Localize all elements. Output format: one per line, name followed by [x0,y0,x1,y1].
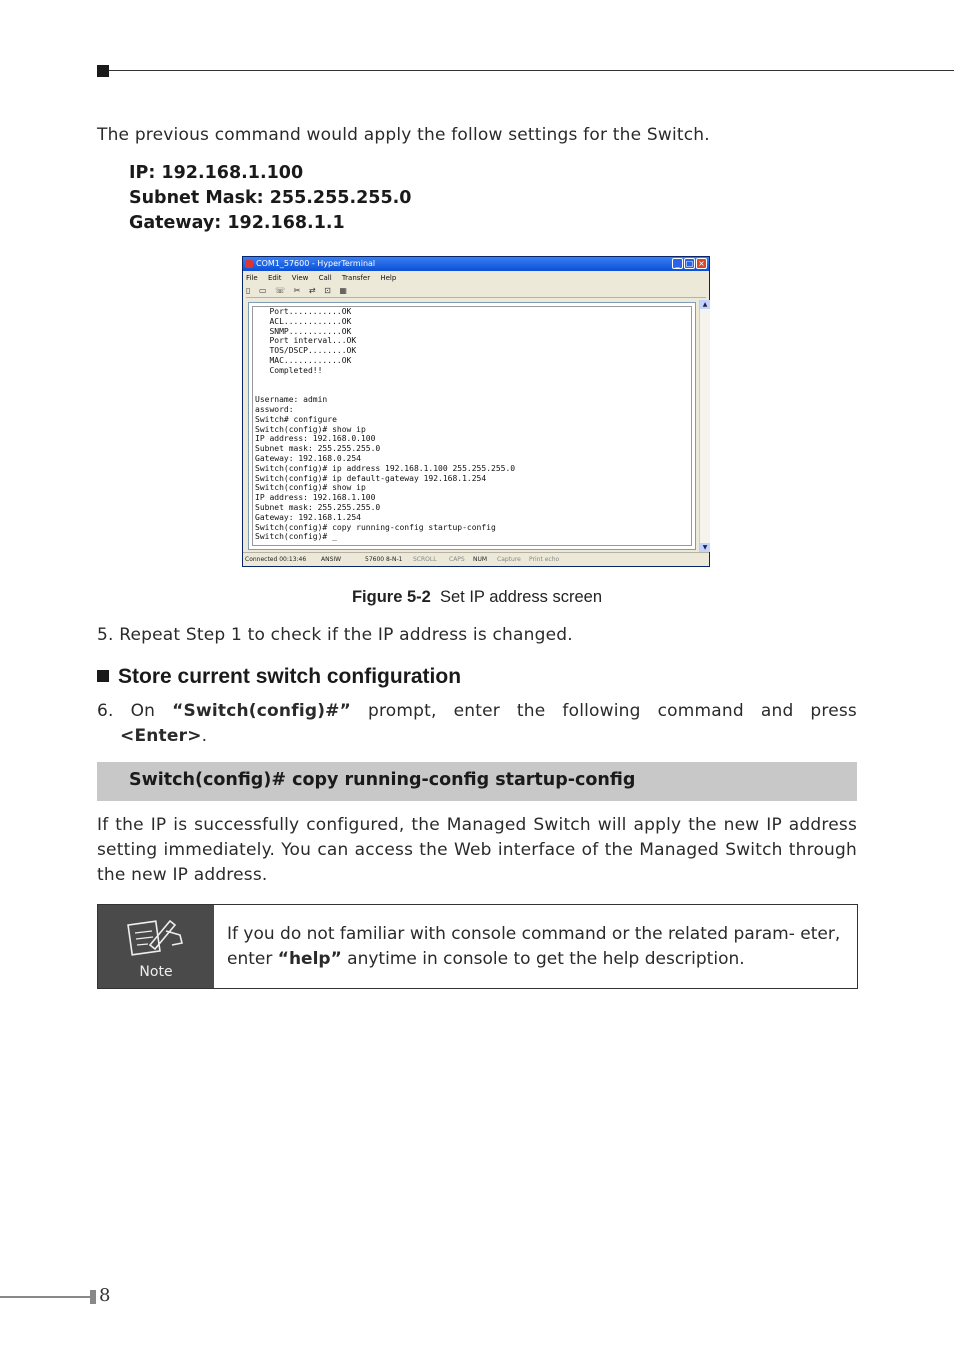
note-box [97,904,858,989]
terminal-line: Switch(config)# ip address 192.168.1.100 255.255.255.0 [255,463,516,473]
terminal-line: Switch(config)# _ [255,532,337,542]
phone-icon[interactable]: ☏ [275,286,286,295]
note-text-post: anytime in console to get the help description. [341,949,745,969]
properties-icon[interactable]: ▦ [339,286,347,295]
status-capture: Capture [497,556,521,563]
terminal-area[interactable] [248,302,696,550]
terminal-line: MAC............OK [255,355,352,365]
step-6-prompt: “Switch(config)#” [172,701,352,721]
status-scroll: SCROLL [413,556,437,563]
terminal-line: Subnet mask: 255.255.255.0 [255,444,381,454]
terminal-line: Switch# configure [255,414,337,424]
menu-view[interactable]: View [291,274,309,282]
setting-gateway: Gateway: 192.168.1.1 [129,213,345,233]
terminal-line: Subnet mask: 255.255.255.0 [255,502,381,512]
step-6-pre: 6. On [97,701,173,721]
bullet-square-icon [97,670,109,682]
window-statusbar [243,552,709,566]
window-title: COM1_57600 - HyperTerminal [256,259,376,268]
menu-edit[interactable]: Edit [267,274,282,282]
terminal-line: Switch(config)# copy running-config startup-config [255,522,496,532]
close-icon[interactable]: × [696,258,707,269]
disconnect-icon[interactable]: ✂ [293,286,301,295]
menu-help[interactable]: Help [380,274,397,282]
status-connected: Connected 00:13:46 [245,556,307,563]
step-5: 5. Repeat Step 1 to check if the IP address is changed. [97,625,573,645]
note-text [227,922,844,972]
terminal-line: TOS/DSCP........OK [255,346,357,356]
settings-list [129,161,411,236]
note-label: Note [139,964,173,980]
note-sidebar [98,905,214,988]
figure-text: Set IP address screen [439,588,603,606]
terminal-line: Port...........OK [255,307,352,316]
window-toolbar [246,285,706,298]
terminal-line [255,385,515,395]
figure-caption [0,588,954,607]
minimize-icon[interactable]: _ [672,258,683,269]
terminal-line: ACL............OK [255,316,352,326]
vertical-scrollbar[interactable] [699,300,710,552]
terminal-line: Port interval...OK [255,336,357,346]
setting-mask: Subnet Mask: 255.255.255.0 [129,188,412,208]
page-number: 8 [99,1285,111,1306]
terminal-line: SNMP...........OK [255,326,352,336]
step-6-line-2 [97,724,857,749]
window-titlebar [243,257,709,271]
note-keyword: “help” [277,949,342,969]
terminal-line: Switch(config)# show ip [255,483,366,493]
command-box [97,762,857,801]
terminal-line: IP address: 192.168.0.100 [255,434,376,444]
send-icon[interactable]: ⇄ [308,286,316,295]
footer-rule [0,1296,90,1298]
section-heading [97,665,461,689]
intro-text: The previous command would apply the follow settings for the Switch. [97,125,710,145]
command-text: Switch(config)# copy running-config startup-config [129,770,636,790]
note-text-pre: If you do not familiar with console command or the related param- eter, enter [227,924,841,969]
status-echo: Print echo [529,556,560,563]
header-rule [109,70,954,71]
terminal-line: Gateway: 192.168.0.254 [255,453,361,463]
menu-file[interactable]: File [246,274,258,282]
step-6-post: prompt, enter the following command and press [351,701,857,721]
scroll-up-icon[interactable]: ▲ [700,300,710,309]
terminal-line: assword: [255,404,294,414]
footer-marker [90,1290,96,1304]
terminal-line [255,376,515,386]
header-marker [97,65,109,77]
menu-call[interactable]: Call [318,274,332,282]
app-icon [245,260,253,268]
status-emulation: ANSIW [321,556,342,563]
open-folder-icon[interactable]: ▭ [258,286,267,295]
result-paragraph: If the IP is successfully configured, the Managed Switch will apply the new IP address setting immediately. You can access the Web interface of the Managed Switch through the new IP address. [97,815,857,885]
status-port: 57600 8-N-1 [365,556,403,563]
terminal-line: IP address: 192.168.1.100 [255,493,376,503]
section-heading-text: Store current switch configuration [118,665,462,688]
menu-transfer[interactable]: Transfer [341,274,371,282]
setting-ip: IP: 192.168.1.100 [129,163,304,183]
hyperterminal-window [242,256,710,567]
terminal-line: Switch(config)# ip default-gateway 192.168.1.254 [255,473,487,483]
new-file-icon[interactable]: ▯ [246,286,251,295]
scroll-down-icon[interactable]: ▼ [700,543,710,552]
status-num: NUM [473,556,488,563]
terminal-line: Completed!! [255,365,323,375]
step-6-end: . [201,726,208,746]
window-menubar [246,272,404,284]
status-caps: CAPS [449,556,465,563]
step-6-enter: <Enter> [120,726,202,746]
maximize-icon[interactable]: □ [685,259,694,268]
step-6-line-1 [97,699,857,724]
terminal-output [255,307,515,542]
step-6 [97,699,857,749]
note-pencil-icon [126,915,186,959]
terminal-line: Gateway: 192.168.1.254 [255,512,361,522]
figure-label: Figure 5-2 [351,588,431,606]
receive-icon[interactable]: ⊡ [324,286,331,295]
terminal-line: Switch(config)# show ip [255,424,366,434]
terminal-line: Username: admin [255,395,328,405]
